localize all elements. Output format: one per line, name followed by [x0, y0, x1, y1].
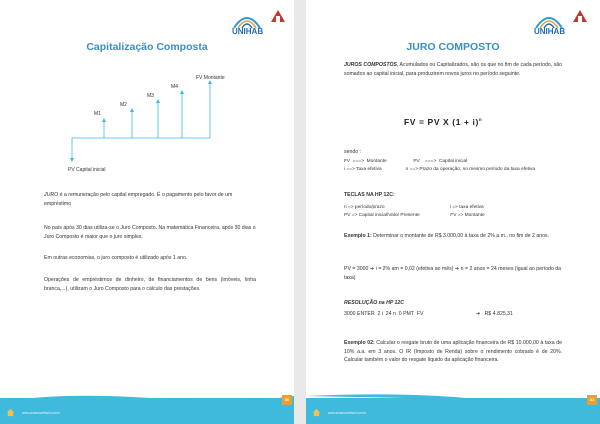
house-icon — [312, 408, 321, 417]
footer-site: www.seuimovelfacil.com.br — [22, 411, 61, 415]
example-1-text: Determinar o montante de R$ 3.000,00 à taxa de 2% a.m., no fim de 2 anos. — [371, 233, 550, 239]
pv-arrowhead — [70, 158, 74, 162]
m3-label: M3 — [147, 93, 154, 99]
formula-exponent: n — [478, 117, 483, 123]
juro-definition: é a remuneração pelo capital empregado. É o pagamento pelo favor de um empréstimo — [44, 192, 233, 207]
legend-line-1: FV ===> Montante PV ===> Capital inicial — [344, 159, 468, 164]
formula — [404, 117, 482, 127]
hp-result: ➔ R$ 4.825,31 — [476, 311, 513, 317]
example-1-label: Exemplo 1: — [344, 233, 372, 239]
teclas-line-1: n => período/prazo i => taxa efetiva — [344, 205, 484, 210]
unihab-logo — [534, 6, 596, 36]
paragraph-country: No país após 30 dias utiliza-se o Juro Composto. Na matemática Financeira, após 30 dias o Juro Composto é maior que o juro simples. — [44, 225, 256, 240]
example-2-text: Calcular o resgate bruto de uma aplicação financeira de R$ 10.000,00 à taxa de 10% a.a. em 3 anos. O IR (Imposto de Renda) sobre o rendimento cobrado é de 20%. Calcular também o valor do resgate líquido da aplicação financeira. — [344, 340, 562, 364]
example-2-label: Exemplo 02: — [344, 340, 375, 346]
footer-bar — [306, 398, 600, 424]
brand-name: UNIHAB — [534, 27, 566, 36]
intro-paragraph — [344, 61, 562, 78]
pv-label: PV Capital inicial — [68, 167, 106, 173]
teclas-title: TECLAS NA HP 12C: — [344, 192, 395, 198]
left-page — [0, 0, 294, 424]
hp-title: RESOLUÇÃO na HP 12C — [344, 300, 405, 306]
formula-main: FV = PV X (1 + i) — [404, 117, 479, 127]
m2-label: M2 — [120, 102, 127, 108]
teclas-line-2: PV => Capital inicial/Valor Presente FV => Montante — [344, 213, 485, 218]
page-title: Capitalização Composta — [86, 41, 208, 53]
juro-term: JURO — [44, 192, 59, 198]
footer-bar — [0, 398, 294, 424]
calc-line: PV = 3000 ➔ i = 2% am = 0,02 (efetiva ao mês) ➔ n = 2 anos = 24 meses (igual ao período da taxa) — [344, 266, 562, 281]
sendo-label: sendo : — [344, 149, 362, 155]
legend-line-2: i ==> Taxa efetiva n ==> Prazo da operação; no mesmo período da taxa efetiva — [344, 167, 536, 172]
example-1 — [344, 232, 562, 241]
hp-keys: 3000 ENTER 2 i 24 n 0 PMT FV — [344, 311, 424, 317]
page-number: 30 — [282, 395, 292, 405]
footer-wave — [306, 392, 600, 402]
house-icon — [6, 408, 15, 417]
m4-label: M4 — [171, 84, 178, 90]
tower-icon — [572, 9, 588, 25]
intro-term: JUROS COMPOSTOS — [344, 62, 397, 68]
paragraph-operations: Operações de empréstimos de dinheiro, de financiamentos de bens (imóveis, linha branca,...), utilizam o Juro Composto para o cálculo das prestações. — [44, 277, 256, 292]
page-title: JURO COMPOSTO — [406, 41, 500, 53]
unihab-logo — [232, 6, 294, 36]
footer-wave — [0, 392, 294, 402]
brand-name: UNIHAB — [232, 27, 264, 36]
paragraph-juro — [44, 191, 256, 208]
paragraph-economies: Em outras economias, o juro composto é utilizado após 1 ano. — [44, 255, 188, 261]
m1-label: M1 — [94, 111, 101, 117]
footer-site: www.seuimovelfacil.com.br — [328, 411, 367, 415]
compound-diagram — [60, 68, 265, 178]
page-number: 31 — [587, 395, 597, 405]
right-page — [306, 0, 600, 424]
intro-rest: , Acumulados ou Capitalizados, são os que no fim de cada período, são somados ao capital inicial, para produzirem novos juros no período seguinte. — [344, 62, 562, 77]
tower-icon — [270, 9, 286, 25]
fv-label: FV Montante — [196, 75, 225, 81]
example-2 — [344, 339, 562, 365]
